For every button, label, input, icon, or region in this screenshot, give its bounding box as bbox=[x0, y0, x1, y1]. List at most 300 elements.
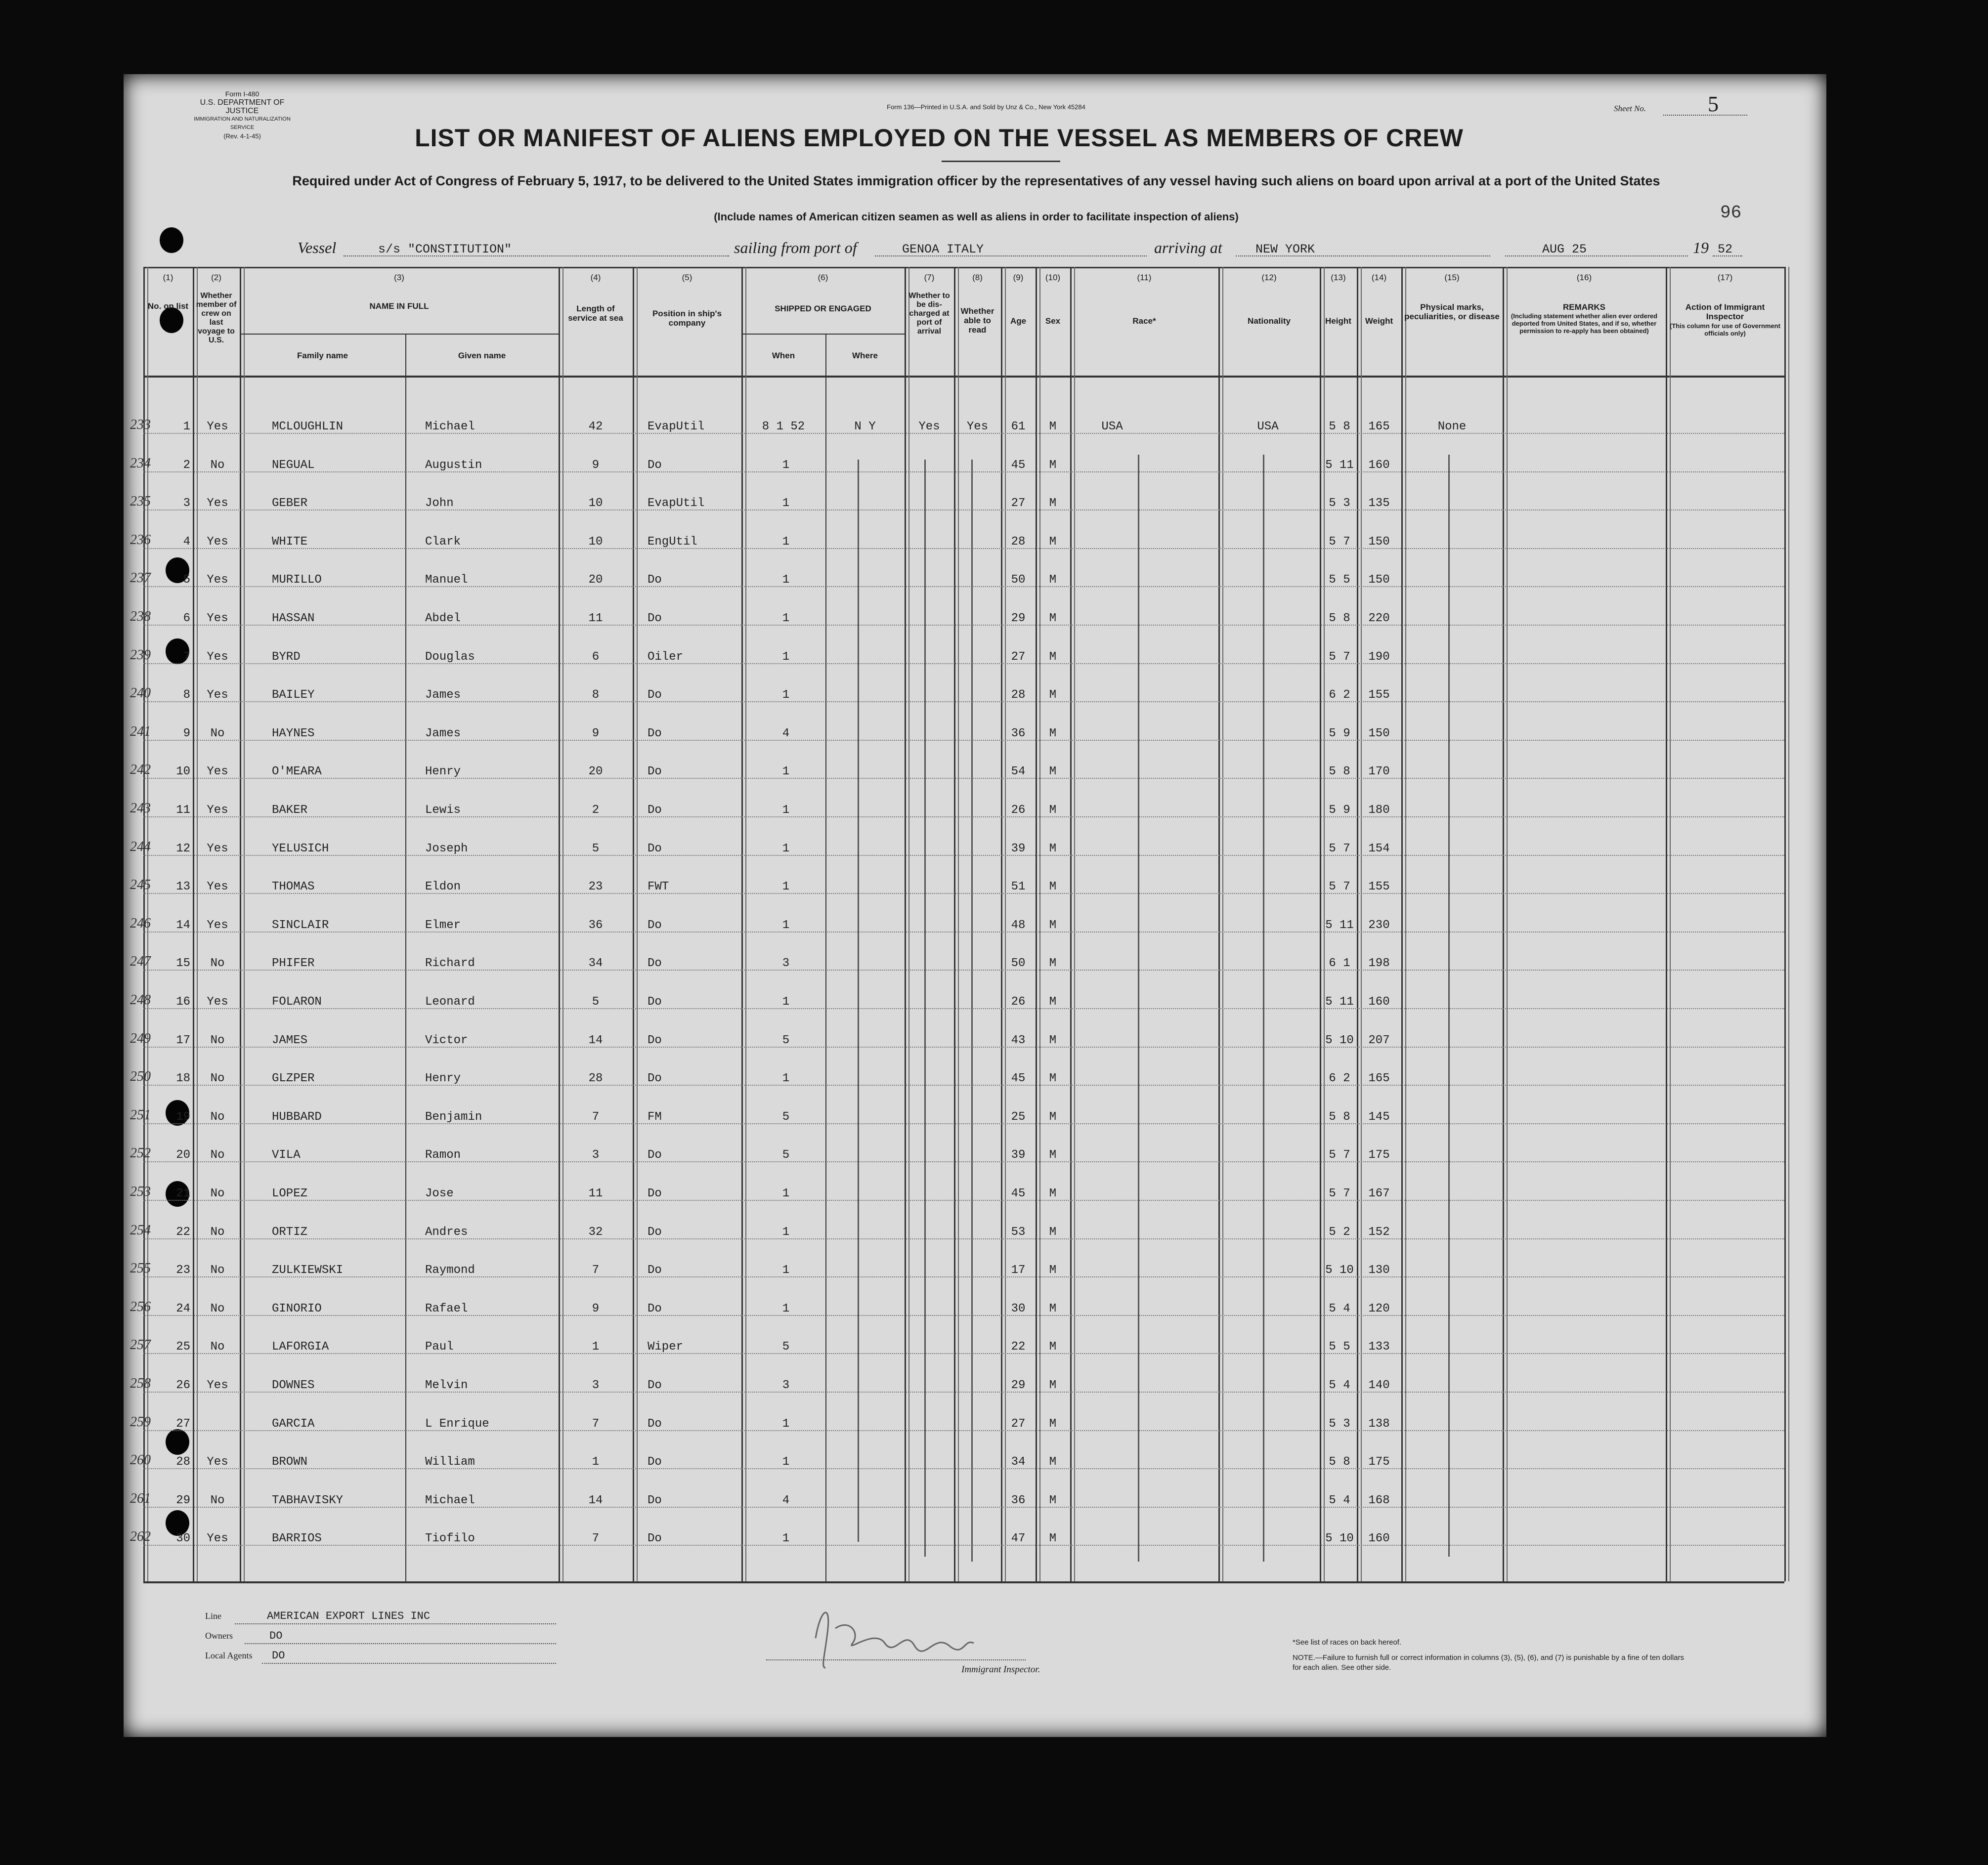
shipped-where-first: N Y bbox=[854, 420, 876, 433]
age-value: 45 bbox=[1011, 458, 1026, 472]
member-value: No bbox=[210, 1148, 225, 1162]
given-name: Henry bbox=[425, 765, 461, 779]
family-name: LOPEZ bbox=[272, 1187, 308, 1200]
column-rule bbox=[559, 267, 560, 1581]
tally-number: 260 bbox=[130, 1452, 151, 1468]
shipped-when: 1 bbox=[782, 497, 790, 510]
tally-number: 239 bbox=[130, 647, 151, 663]
column-rule bbox=[1036, 267, 1037, 1581]
column-rule bbox=[1784, 267, 1786, 1581]
age-value: 27 bbox=[1011, 1417, 1026, 1431]
row-dotted-rule bbox=[143, 586, 1784, 587]
column-number: (14) bbox=[1371, 273, 1387, 282]
weight-value: 160 bbox=[1368, 1532, 1390, 1546]
length-of-service: 6 bbox=[592, 650, 600, 664]
position-value: EngUtil bbox=[648, 535, 697, 549]
arrival-year: 52 bbox=[1718, 242, 1733, 256]
family-name: BROWN bbox=[272, 1455, 308, 1469]
column-rule bbox=[633, 267, 634, 1581]
family-name: ORTIZ bbox=[272, 1225, 308, 1239]
position-value: FWT bbox=[648, 880, 669, 894]
member-value: No bbox=[210, 1493, 225, 1507]
row-number: 4 bbox=[183, 535, 190, 549]
height-value: 5 3 bbox=[1329, 497, 1350, 510]
weight-value: 198 bbox=[1368, 957, 1390, 971]
height-value: 5 4 bbox=[1329, 1379, 1350, 1392]
row-number: 12 bbox=[176, 842, 190, 855]
col-name-header: NAME IN FULL bbox=[369, 301, 429, 311]
weight-value: 167 bbox=[1368, 1187, 1390, 1200]
length-of-service: 32 bbox=[588, 1225, 603, 1239]
weight-value: 230 bbox=[1368, 918, 1390, 932]
family-name: GINORIO bbox=[272, 1302, 322, 1315]
sex-value: M bbox=[1049, 726, 1057, 740]
member-value: No bbox=[210, 1264, 225, 1277]
age-value: 28 bbox=[1011, 535, 1026, 549]
row-dotted-rule bbox=[143, 1123, 1784, 1124]
weight-value: 165 bbox=[1368, 1072, 1390, 1086]
given-name: Clark bbox=[425, 535, 461, 549]
length-of-service: 7 bbox=[592, 1417, 600, 1431]
sex-value: M bbox=[1049, 804, 1057, 817]
shipped-when: 1 bbox=[782, 880, 790, 894]
member-value: Yes bbox=[207, 535, 228, 549]
row-number: 23 bbox=[176, 1264, 190, 1277]
shipped-when: 1 bbox=[782, 995, 790, 1009]
row-dotted-rule bbox=[143, 1545, 1784, 1546]
row-number: 18 bbox=[176, 1072, 190, 1086]
height-value: 5 11 bbox=[1325, 918, 1354, 932]
col-action-subheader: (This column for use of Government officials only) bbox=[1670, 322, 1780, 337]
given-name: Paul bbox=[425, 1340, 454, 1354]
column-rule bbox=[745, 267, 746, 1581]
family-name: YELUSICH bbox=[272, 842, 329, 855]
tally-number: 233 bbox=[130, 417, 151, 432]
column-rule bbox=[1074, 267, 1075, 1581]
sex-value: M bbox=[1049, 573, 1057, 587]
read-ditto-line bbox=[971, 460, 973, 1562]
family-name: NEGUAL bbox=[272, 458, 315, 472]
family-name: LAFORGIA bbox=[272, 1340, 329, 1354]
tally-number: 261 bbox=[130, 1490, 151, 1506]
family-name: SINCLAIR bbox=[272, 918, 329, 932]
shipped-when: 1 bbox=[782, 1187, 790, 1200]
row-number: 3 bbox=[183, 497, 190, 510]
weight-value: 138 bbox=[1368, 1417, 1390, 1431]
height-value: 5 7 bbox=[1329, 1187, 1350, 1200]
row-dotted-rule bbox=[143, 663, 1784, 664]
col-no-on-list-header: No. on list bbox=[147, 301, 189, 311]
shipped-when: 5 bbox=[782, 1148, 790, 1162]
length-of-service: 7 bbox=[592, 1532, 600, 1546]
position-value: Do bbox=[648, 957, 662, 971]
tally-number: 259 bbox=[130, 1414, 151, 1430]
shipped-when: 3 bbox=[782, 957, 790, 971]
column-rule bbox=[1788, 267, 1789, 1581]
line-name: AMERICAN EXPORT LINES INC bbox=[267, 1610, 431, 1622]
family-name: BYRD bbox=[272, 650, 301, 664]
owners-value: DO bbox=[269, 1630, 283, 1642]
race-ditto-line bbox=[1138, 455, 1139, 1562]
sex-value: M bbox=[1049, 1417, 1057, 1431]
shipped-when: 1 bbox=[782, 535, 790, 549]
row-dotted-rule bbox=[143, 1200, 1784, 1201]
shipped-when: 1 bbox=[782, 1264, 790, 1277]
height-value: 5 10 bbox=[1325, 1264, 1354, 1277]
weight-value: 152 bbox=[1368, 1225, 1390, 1239]
length-of-service: 20 bbox=[588, 765, 603, 779]
column-rule bbox=[1670, 267, 1671, 1581]
where-ditto-line bbox=[858, 460, 859, 1542]
row-number: 30 bbox=[176, 1532, 190, 1546]
col-action-header: Action of Immigrant Inspector bbox=[1685, 302, 1765, 321]
arrival-date: AUG 25 bbox=[1542, 242, 1587, 256]
row-number: 19 bbox=[176, 1110, 190, 1124]
age-value: 50 bbox=[1011, 573, 1026, 587]
shipped-when: 1 bbox=[782, 1225, 790, 1239]
member-value: Yes bbox=[207, 420, 228, 433]
col-length-header: Length of service at sea bbox=[568, 304, 623, 323]
title-rule bbox=[942, 161, 1060, 162]
shipped-when: 1 bbox=[782, 573, 790, 587]
punch-hole bbox=[160, 307, 183, 333]
age-value: 51 bbox=[1011, 880, 1026, 894]
family-name: WHITE bbox=[272, 535, 308, 549]
line-rule bbox=[235, 1623, 556, 1624]
column-rule bbox=[637, 267, 638, 1581]
family-name: GEBER bbox=[272, 497, 308, 510]
position-value: Do bbox=[648, 573, 662, 587]
position-value: Do bbox=[648, 1302, 662, 1315]
row-number: 29 bbox=[176, 1493, 190, 1507]
column-number: (12) bbox=[1261, 273, 1277, 282]
age-value: 36 bbox=[1011, 1493, 1026, 1507]
agents-value: DO bbox=[272, 1650, 285, 1662]
tally-number: 251 bbox=[130, 1107, 151, 1123]
column-number: (9) bbox=[1013, 273, 1024, 282]
shipped-when: 1 bbox=[782, 918, 790, 932]
col-discharged-header: Whether to be dis-charged at port of arrival bbox=[908, 292, 950, 336]
weight-value: 165 bbox=[1368, 420, 1390, 433]
length-of-service: 23 bbox=[588, 880, 603, 894]
column-rule bbox=[1218, 267, 1220, 1581]
row-dotted-rule bbox=[143, 893, 1784, 894]
tally-number: 235 bbox=[130, 494, 151, 509]
row-dotted-rule bbox=[143, 1315, 1784, 1316]
row-number: 20 bbox=[176, 1148, 190, 1162]
col-position-header: Position in ship's company bbox=[652, 309, 722, 328]
sheet-number: 5 bbox=[1708, 92, 1719, 116]
given-name: Henry bbox=[425, 1072, 461, 1086]
member-value: Yes bbox=[207, 995, 228, 1009]
sex-value: M bbox=[1049, 1302, 1057, 1315]
family-name: MURILLO bbox=[272, 573, 322, 587]
col-nationality-header: Nationality bbox=[1248, 316, 1291, 326]
column-number: (2) bbox=[211, 273, 221, 282]
column-number: (17) bbox=[1717, 273, 1733, 282]
age-value: 36 bbox=[1011, 726, 1026, 740]
height-value: 5 8 bbox=[1329, 1110, 1350, 1124]
sex-value: M bbox=[1049, 1148, 1057, 1162]
tally-number: 240 bbox=[130, 685, 151, 701]
shipped-when: 1 bbox=[782, 842, 790, 855]
column-number: (5) bbox=[682, 273, 692, 282]
nationality-first: USA bbox=[1257, 420, 1279, 433]
height-value: 5 3 bbox=[1329, 1417, 1350, 1431]
member-value: Yes bbox=[207, 497, 228, 510]
name-subheader-rule bbox=[240, 334, 559, 335]
row-number: 15 bbox=[176, 957, 190, 971]
penalty-note: NOTE.—Failure to furnish full or correct information in columns (3), (5), (6), and (7) is punishable by a fine of ten dollars for each alien. See other side. bbox=[1293, 1653, 1684, 1672]
age-value: 43 bbox=[1011, 1033, 1026, 1047]
position-value: Do bbox=[648, 612, 662, 625]
row-number: 10 bbox=[176, 765, 190, 779]
position-value: Wiper bbox=[648, 1340, 684, 1354]
family-name: BAKER bbox=[272, 804, 308, 817]
row-number: 21 bbox=[176, 1187, 190, 1200]
position-value: Do bbox=[648, 1264, 662, 1277]
given-name: Michael bbox=[425, 1493, 475, 1507]
column-rule bbox=[244, 267, 245, 1581]
column-rule bbox=[741, 267, 743, 1581]
family-name: ZULKIEWSKI bbox=[272, 1264, 344, 1277]
height-value: 6 1 bbox=[1329, 957, 1350, 971]
given-name: Leonard bbox=[425, 995, 475, 1009]
column-rule bbox=[1503, 267, 1504, 1581]
inspector-signature bbox=[806, 1599, 984, 1673]
tally-number: 254 bbox=[130, 1222, 151, 1238]
agents-rule bbox=[262, 1663, 556, 1664]
sex-value: M bbox=[1049, 688, 1057, 702]
column-rule bbox=[954, 267, 955, 1581]
row-number: 28 bbox=[176, 1455, 190, 1469]
height-value: 5 8 bbox=[1329, 1455, 1350, 1469]
row-dotted-rule bbox=[143, 1468, 1784, 1469]
punch-hole bbox=[160, 227, 183, 253]
given-name: Melvin bbox=[425, 1379, 468, 1392]
sex-value: M bbox=[1049, 957, 1057, 971]
position-value: Do bbox=[648, 458, 662, 472]
table-header-rule bbox=[143, 376, 1784, 378]
col-member-header: Whether member of crew on last voyage to U.S. bbox=[196, 292, 237, 344]
length-of-service: 10 bbox=[588, 535, 603, 549]
row-dotted-rule bbox=[143, 778, 1784, 779]
member-value: Yes bbox=[207, 842, 228, 855]
position-value: Do bbox=[648, 1225, 662, 1239]
col-family-name-header: Family name bbox=[297, 351, 348, 360]
given-name: William bbox=[425, 1455, 475, 1469]
sex-value: M bbox=[1049, 1264, 1057, 1277]
length-of-service: 5 bbox=[592, 842, 600, 855]
given-name: Ramon bbox=[425, 1148, 461, 1162]
column-rule bbox=[905, 267, 906, 1581]
row-dotted-rule bbox=[143, 701, 1784, 702]
age-value: 48 bbox=[1011, 918, 1026, 932]
age-value: 39 bbox=[1011, 1148, 1026, 1162]
row-number: 7 bbox=[183, 650, 190, 664]
shipped-when: 1 bbox=[782, 650, 790, 664]
weight-value: 155 bbox=[1368, 688, 1390, 702]
given-name: L Enrique bbox=[425, 1417, 489, 1431]
position-value: Oiler bbox=[648, 650, 684, 664]
sex-value: M bbox=[1049, 995, 1057, 1009]
age-value: 26 bbox=[1011, 995, 1026, 1009]
shipped-subheader-rule bbox=[741, 334, 905, 335]
row-number: 9 bbox=[183, 726, 190, 740]
position-value: Do bbox=[648, 1379, 662, 1392]
column-rule bbox=[240, 267, 241, 1581]
year-prefix: 19 bbox=[1693, 239, 1709, 256]
given-name: Jose bbox=[425, 1187, 454, 1200]
family-name: VILA bbox=[272, 1148, 301, 1162]
family-name: PHIFER bbox=[272, 957, 315, 971]
row-dotted-rule bbox=[143, 816, 1784, 817]
race-first: USA bbox=[1101, 420, 1123, 433]
weight-value: 220 bbox=[1368, 612, 1390, 625]
column-rule bbox=[1222, 267, 1223, 1581]
height-value: 6 2 bbox=[1329, 1072, 1350, 1086]
col-race-header: Race* bbox=[1132, 316, 1156, 326]
weight-value: 133 bbox=[1368, 1340, 1390, 1354]
owners-rule bbox=[245, 1643, 556, 1644]
member-value: Yes bbox=[207, 765, 228, 779]
shipped-when: 4 bbox=[782, 1493, 790, 1507]
inspector-rule bbox=[766, 1659, 1026, 1660]
row-dotted-rule bbox=[143, 509, 1784, 510]
shipped-when: 1 bbox=[782, 612, 790, 625]
col-remarks-subheader: (Including statement whether alien ever ordered deported from United States, and if so, whether permission to re-apply has been obtained) bbox=[1511, 312, 1658, 335]
read-first: Yes bbox=[966, 420, 989, 433]
length-of-service: 9 bbox=[592, 726, 600, 740]
age-value: 30 bbox=[1011, 1302, 1026, 1315]
col-marks-header: Physical marks, peculiarities, or disease bbox=[1404, 302, 1500, 321]
column-rule bbox=[1401, 267, 1403, 1581]
age-value: 29 bbox=[1011, 612, 1026, 625]
sex-value: M bbox=[1049, 918, 1057, 932]
subtitle-act: Required under Act of Congress of February 5, 1917, to be delivered to the United States immigration officer by the representatives of any vessel having such aliens on board upon arrival at a port of the United States bbox=[292, 173, 1660, 188]
table-top-rule bbox=[143, 267, 1784, 268]
sex-value: M bbox=[1049, 880, 1057, 894]
sailing-label: sailing from port of bbox=[734, 239, 857, 256]
col-age-header: Age bbox=[1010, 316, 1027, 326]
height-value: 5 7 bbox=[1329, 880, 1350, 894]
family-name: GLZPER bbox=[272, 1072, 315, 1086]
length-of-service: 9 bbox=[592, 1302, 600, 1315]
shipped-when: 1 bbox=[782, 1302, 790, 1315]
height-value: 5 5 bbox=[1329, 1340, 1350, 1354]
page-title: LIST OR MANIFEST OF ALIENS EMPLOYED ON THE VESSEL AS MEMBERS OF CREW bbox=[415, 124, 1464, 152]
position-value: Do bbox=[648, 1187, 662, 1200]
row-number: 27 bbox=[176, 1417, 190, 1431]
tally-number: 242 bbox=[130, 762, 151, 778]
tally-number: 248 bbox=[130, 992, 151, 1008]
col-remarks-header: REMARKS bbox=[1563, 302, 1605, 312]
weight-value: 207 bbox=[1368, 1033, 1390, 1047]
row-dotted-rule bbox=[143, 625, 1784, 626]
shipped-when: 1 bbox=[782, 458, 790, 472]
member-value: No bbox=[210, 1033, 225, 1047]
member-value: Yes bbox=[207, 804, 228, 817]
length-of-service: 2 bbox=[592, 804, 600, 817]
family-name: MCLOUGHLIN bbox=[272, 420, 344, 433]
sex-value: M bbox=[1049, 497, 1057, 510]
row-dotted-rule bbox=[143, 471, 1784, 472]
shipped-when: 1 bbox=[782, 688, 790, 702]
line-label: Line bbox=[205, 1611, 221, 1621]
height-value: 5 8 bbox=[1329, 765, 1350, 779]
member-value: No bbox=[210, 1187, 225, 1200]
tally-number: 236 bbox=[130, 532, 151, 548]
weight-value: 150 bbox=[1368, 573, 1390, 587]
weight-value: 170 bbox=[1368, 765, 1390, 779]
weight-value: 145 bbox=[1368, 1110, 1390, 1124]
agents-label: Local Agents bbox=[205, 1651, 253, 1660]
height-value: 5 9 bbox=[1329, 726, 1350, 740]
discharged-first: Yes bbox=[918, 420, 940, 433]
sex-value: M bbox=[1049, 1072, 1057, 1086]
row-number: 17 bbox=[176, 1033, 190, 1047]
position-value: Do bbox=[648, 688, 662, 702]
height-value: 5 7 bbox=[1329, 1148, 1350, 1162]
age-value: 22 bbox=[1011, 1340, 1026, 1354]
sex-value: M bbox=[1049, 420, 1057, 433]
vessel-label: Vessel bbox=[298, 239, 337, 256]
row-number: 25 bbox=[176, 1340, 190, 1354]
sheet-label: Sheet No. bbox=[1614, 104, 1646, 113]
weight-value: 168 bbox=[1368, 1493, 1390, 1507]
length-of-service: 11 bbox=[588, 612, 603, 625]
row-dotted-rule bbox=[143, 970, 1784, 971]
col-height-header: Height bbox=[1325, 316, 1351, 326]
row-number: 24 bbox=[176, 1302, 190, 1315]
member-value: No bbox=[210, 1340, 225, 1354]
position-value: Do bbox=[648, 804, 662, 817]
tally-number: 244 bbox=[130, 839, 151, 854]
position-value: Do bbox=[648, 1033, 662, 1047]
given-name: Michael bbox=[425, 420, 475, 433]
punch-hole bbox=[166, 1429, 189, 1455]
given-name: Lewis bbox=[425, 804, 461, 817]
length-of-service: 3 bbox=[592, 1148, 600, 1162]
row-dotted-rule bbox=[143, 740, 1784, 741]
tally-number: 247 bbox=[130, 954, 151, 970]
age-value: 28 bbox=[1011, 688, 1026, 702]
tally-number: 255 bbox=[130, 1261, 151, 1276]
column-number: (7) bbox=[924, 273, 935, 282]
tally-number: 238 bbox=[130, 609, 151, 624]
age-value: 45 bbox=[1011, 1072, 1026, 1086]
shipped-when: 4 bbox=[782, 726, 790, 740]
service-name: IMMIGRATION AND NATURALIZATION SERVICE bbox=[194, 116, 291, 130]
row-dotted-rule bbox=[143, 1238, 1784, 1239]
row-number: 16 bbox=[176, 995, 190, 1009]
age-value: 26 bbox=[1011, 804, 1026, 817]
tally-number: 237 bbox=[130, 570, 151, 586]
discharged-ditto-line bbox=[924, 460, 926, 1557]
column-rule bbox=[908, 267, 909, 1581]
given-name: Benjamin bbox=[425, 1110, 482, 1124]
tally-number: 246 bbox=[130, 915, 151, 931]
height-value: 5 5 bbox=[1329, 573, 1350, 587]
age-value: 27 bbox=[1011, 650, 1026, 664]
shipped-when: 1 bbox=[782, 1417, 790, 1431]
age-value: 25 bbox=[1011, 1110, 1026, 1124]
age-value: 53 bbox=[1011, 1225, 1026, 1239]
given-name: Manuel bbox=[425, 573, 468, 587]
corner-number: 96 bbox=[1720, 203, 1742, 223]
position-value: EvapUtil bbox=[648, 497, 705, 510]
given-name: Andres bbox=[425, 1225, 468, 1239]
